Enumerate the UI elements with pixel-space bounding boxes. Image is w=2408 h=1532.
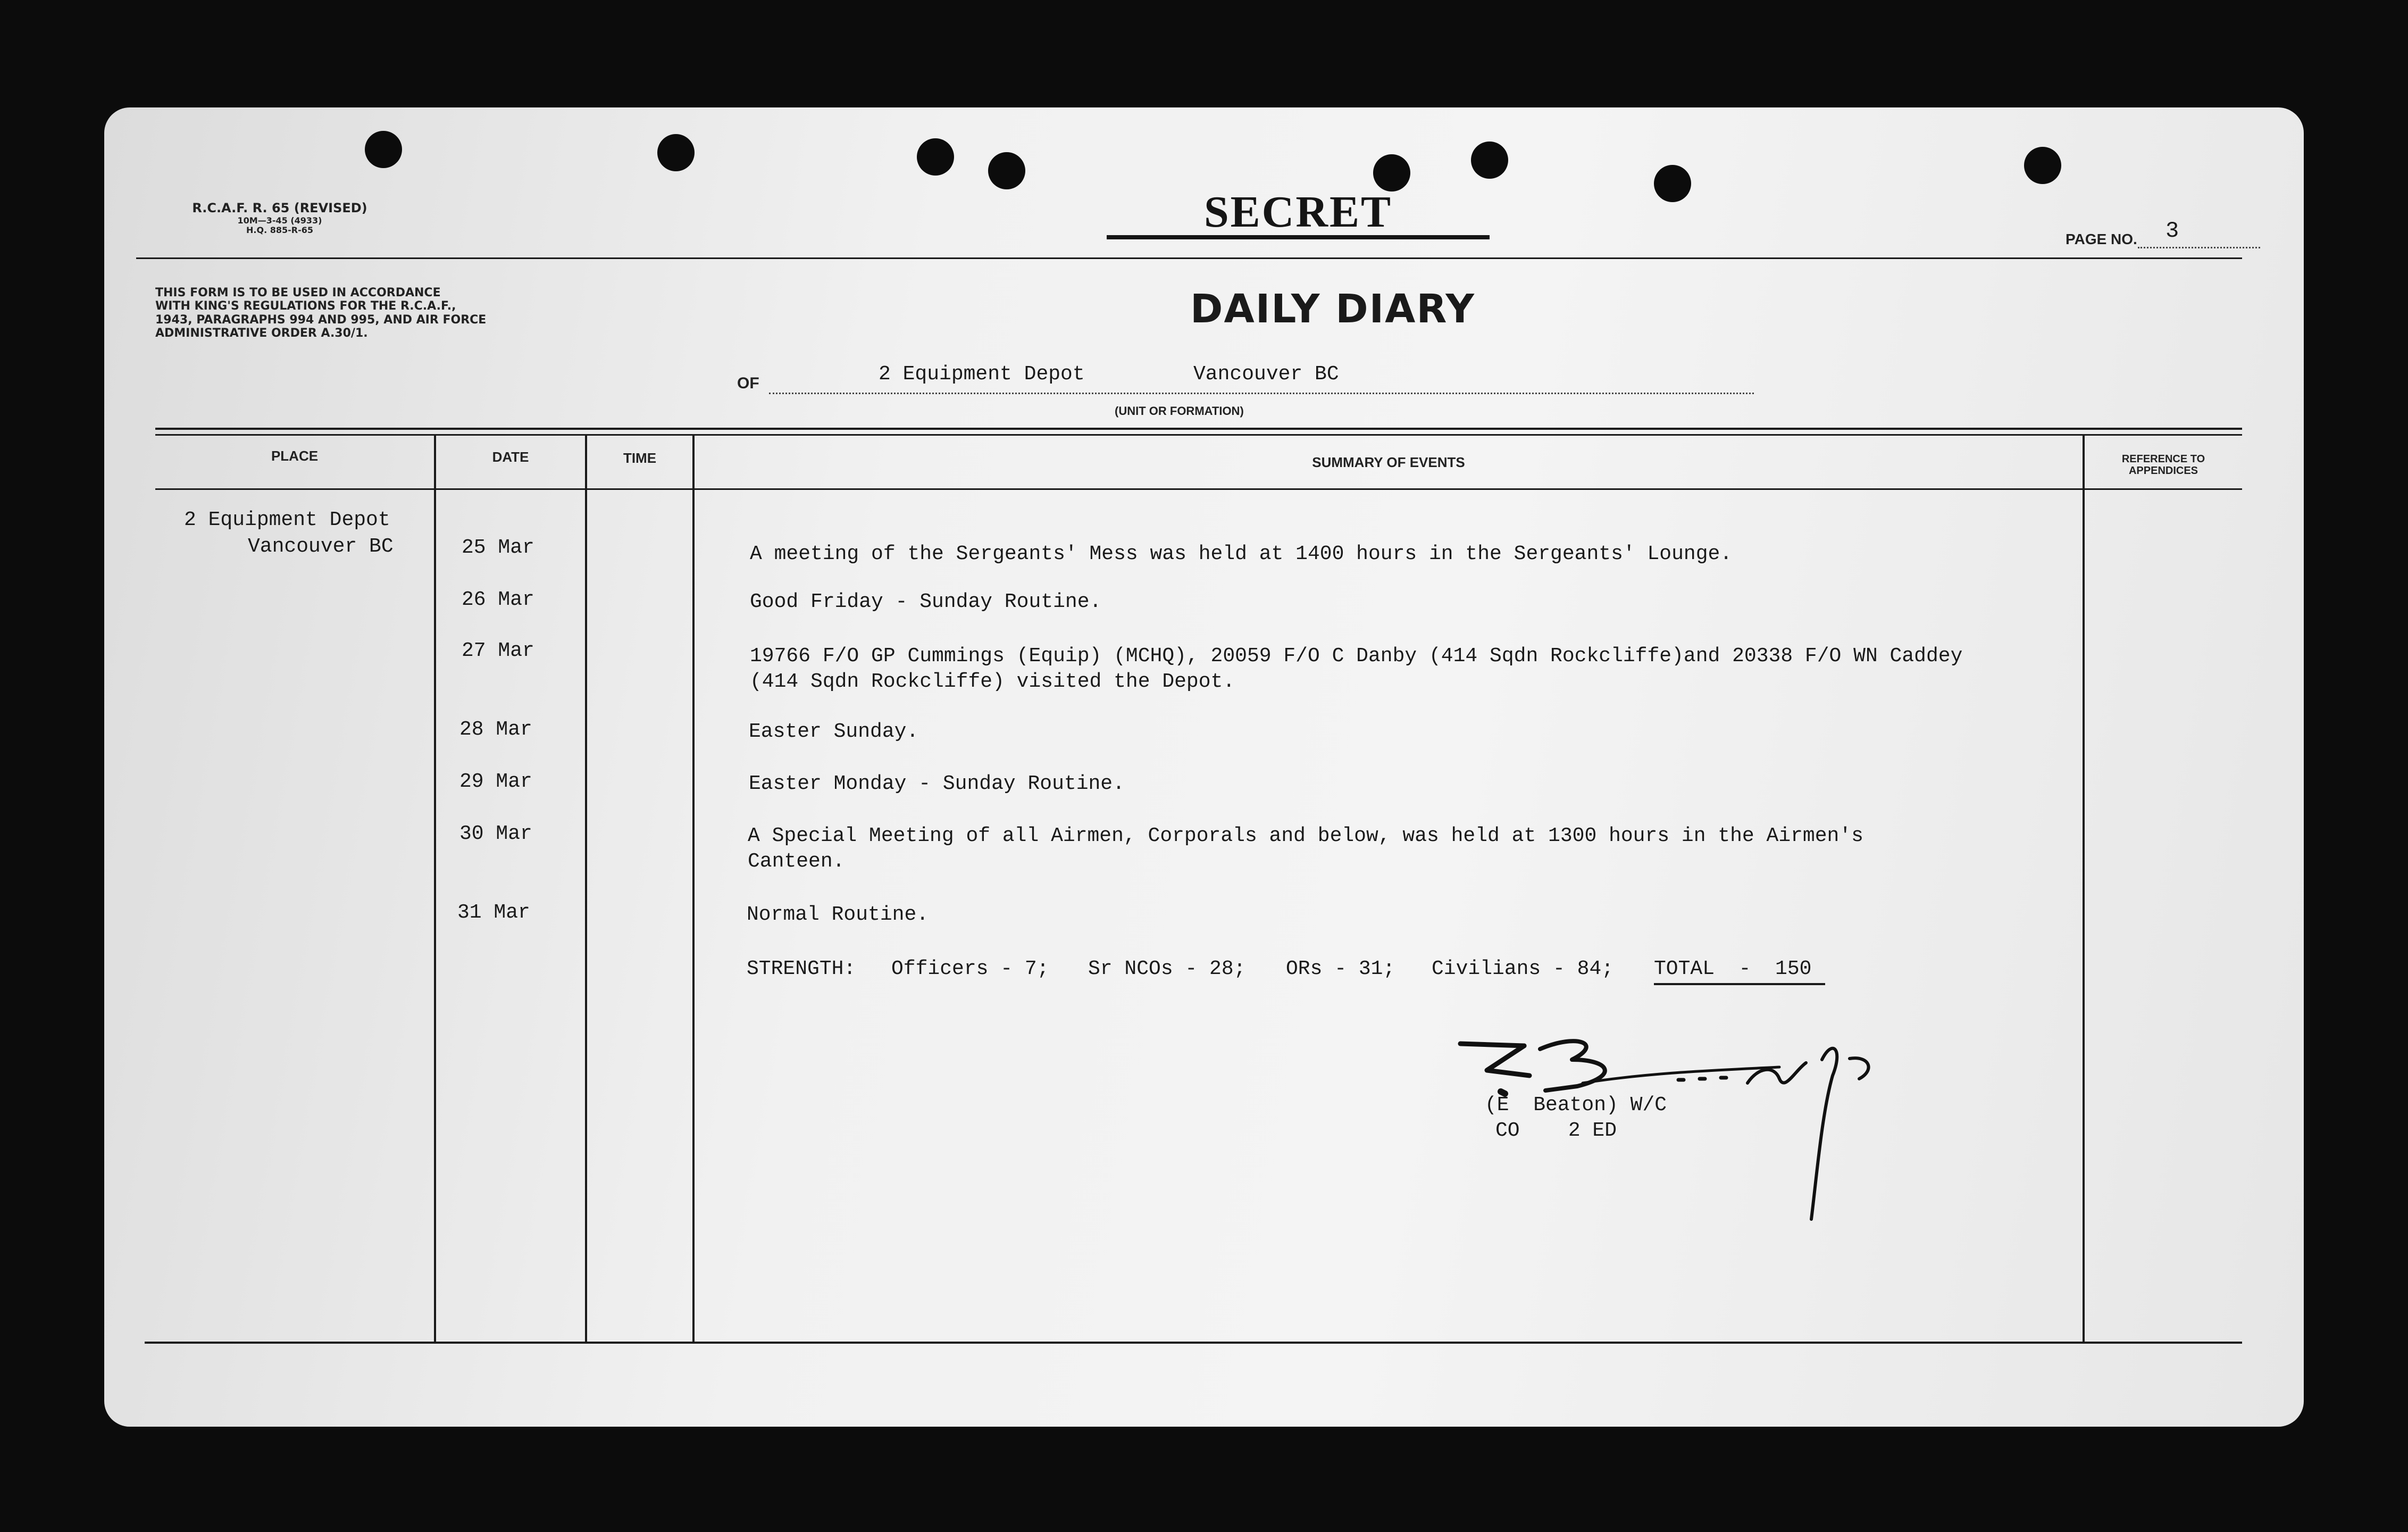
print-code: 10M—3-45 (4933) xyxy=(237,215,322,226)
entry-date: 31 Mar xyxy=(457,901,530,924)
entry-summary: A Special Meeting of all Airmen, Corporals and below, was held at 1300 hours in the Airmen's xyxy=(748,825,1863,847)
entry-date: 28 Mar xyxy=(459,718,532,741)
entry-summary: Good Friday - Sunday Routine. xyxy=(750,590,1102,613)
place-line-1: 2 Equipment Depot xyxy=(184,509,390,531)
column-header-date: DATE xyxy=(492,449,529,465)
instruction-line: THIS FORM IS TO BE USED IN ACCORDANCE xyxy=(155,286,441,299)
column-header-summary: SUMMARY OF EVENTS xyxy=(1312,454,1465,470)
page-number: 3 xyxy=(2165,218,2179,244)
unit-line xyxy=(769,393,1754,394)
punch-hole xyxy=(1654,165,1691,202)
punch-hole xyxy=(657,134,695,171)
column-header-place: PLACE xyxy=(271,448,319,464)
header-bottom-rule xyxy=(155,488,2242,490)
page-number-line xyxy=(2138,247,2260,248)
signatory-name: (E Beaton) W/C xyxy=(1485,1094,1667,1117)
punch-hole xyxy=(917,138,954,176)
punch-hole xyxy=(2024,147,2061,184)
secret-heading: SECRET xyxy=(1203,187,1393,237)
strength-total: TOTAL - 150 xyxy=(1654,958,1812,980)
place-line-2: Vancouver BC xyxy=(248,535,394,558)
column-divider xyxy=(434,434,436,1342)
print-code: H.Q. 885-R-65 xyxy=(246,224,313,235)
reference-line: APPENDICES xyxy=(2128,465,2198,477)
form-number: R.C.A.F. R. 65 (REVISED) xyxy=(192,201,367,215)
strength-sr-ncos: Sr NCOs - 28; xyxy=(1088,958,1246,980)
entry-date: 25 Mar xyxy=(462,536,534,559)
diary-title: DAILY DIARY xyxy=(1190,286,1475,332)
strength-officers: Officers - 7; xyxy=(891,958,1049,980)
strength-ors: ORs - 31; xyxy=(1286,958,1395,980)
entry-summary: A meeting of the Sergeants' Mess was held at 1400 hours in the Sergeants' Lounge. xyxy=(750,543,1733,565)
strength-label: STRENGTH: xyxy=(747,958,856,980)
entry-date: 29 Mar xyxy=(459,770,532,793)
diary-sheet xyxy=(104,107,2304,1427)
unit-location: Vancouver BC xyxy=(1193,363,1339,386)
punch-hole xyxy=(988,152,1025,189)
unit-name: 2 Equipment Depot xyxy=(879,363,1085,386)
entry-summary: Easter Sunday. xyxy=(749,720,919,743)
reference-line: REFERENCE TO xyxy=(2121,453,2205,465)
table-bottom-rule xyxy=(145,1342,2242,1344)
entry-date: 30 Mar xyxy=(459,822,532,845)
instruction-line: ADMINISTRATIVE ORDER A.30/1. xyxy=(155,326,368,340)
page-label: PAGE NO. xyxy=(2066,231,2137,247)
signature-scribble xyxy=(1450,1028,1918,1272)
punch-hole xyxy=(365,131,402,168)
instruction-line: 1943, PARAGRAPHS 994 AND 995, AND AIR FORCE xyxy=(155,313,487,327)
signatory-title: CO 2 ED xyxy=(1495,1119,1617,1142)
total-underline xyxy=(1654,983,1825,985)
column-divider xyxy=(692,434,695,1342)
column-divider xyxy=(2083,434,2085,1342)
entry-summary: Normal Routine. xyxy=(747,903,929,926)
column-header-time: TIME xyxy=(623,450,657,466)
strength-civilians: Civilians - 84; xyxy=(1432,958,1614,980)
form-reference xyxy=(168,201,391,235)
table-top-rule xyxy=(155,428,2242,430)
secret-underline xyxy=(1107,235,1490,239)
top-rule xyxy=(136,257,2242,259)
column-header-reference xyxy=(2085,453,2242,477)
entry-summary: Easter Monday - Sunday Routine. xyxy=(749,772,1125,795)
column-divider xyxy=(585,434,587,1342)
entry-date: 26 Mar xyxy=(462,588,534,611)
entry-date: 27 Mar xyxy=(462,639,534,662)
entry-summary: (414 Sqdn Rockcliffe) visited the Depot. xyxy=(750,670,1235,693)
table-top-rule xyxy=(155,434,2242,436)
entry-summary: 19766 F/O GP Cummings (Equip) (MCHQ), 20059 F/O C Danby (414 Sqdn Rockcliffe)and 20338 F/O WN Caddey xyxy=(750,645,1963,668)
form-instructions xyxy=(155,286,602,340)
of-label: OF xyxy=(737,374,759,392)
instruction-line: WITH KING'S REGULATIONS FOR THE R.C.A.F., xyxy=(155,299,456,313)
entry-summary: Canteen. xyxy=(748,850,845,873)
punch-hole xyxy=(1471,141,1508,179)
unit-caption: (UNIT OR FORMATION) xyxy=(1115,404,1244,418)
